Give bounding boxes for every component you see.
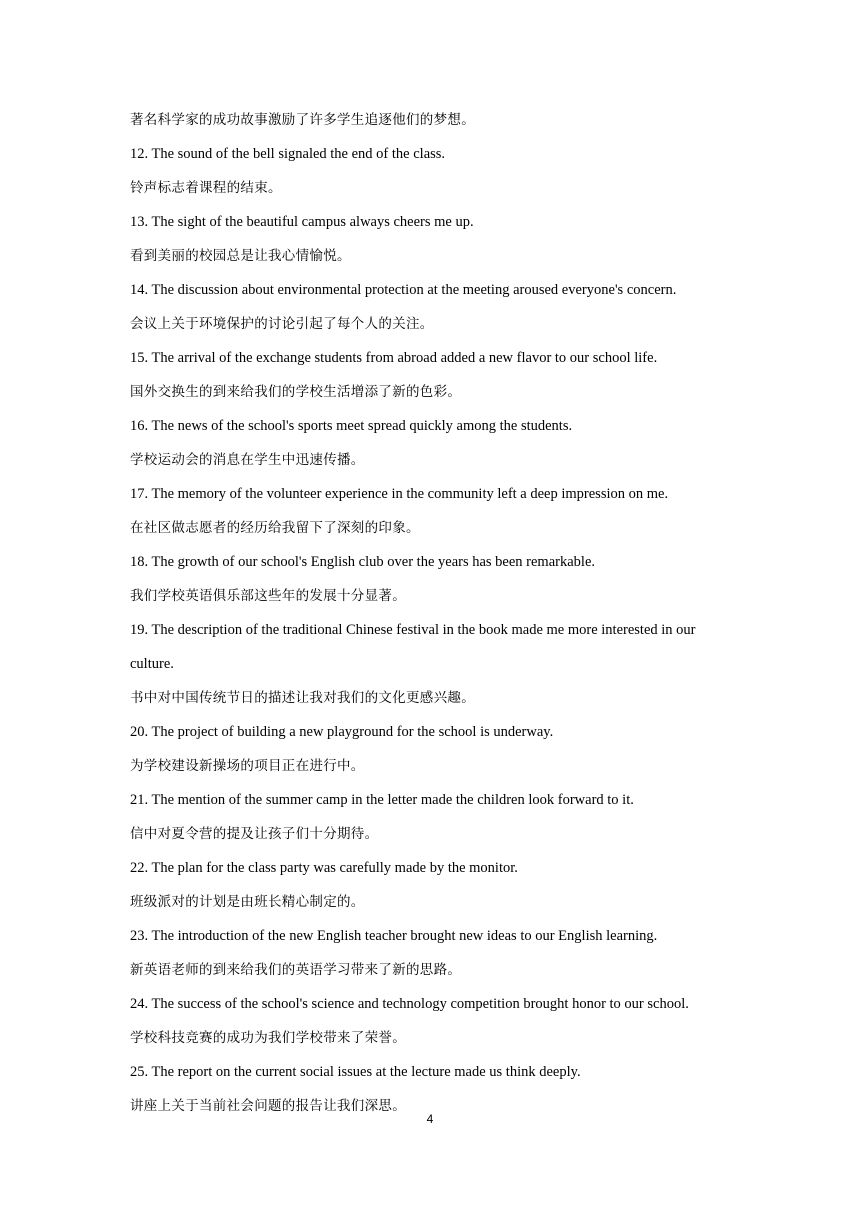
document-body (130, 103, 740, 1123)
translation-line: 看到美丽的校园总是让我心情愉悦。 (130, 248, 351, 264)
sentence-line: 14. The discussion about environmental protection at the meeting aroused everyone's concern. (130, 282, 677, 298)
sentence-line: 21. The mention of the summer camp in the letter made the children look forward to it. (130, 792, 634, 808)
sentence-line: 23. The introduction of the new English teacher brought new ideas to our English learning. (130, 928, 658, 944)
sentence-line: 25. The report on the current social issues at the lecture made us think deeply. (130, 1064, 581, 1080)
sentence-line: 22. The plan for the class party was carefully made by the monitor. (130, 860, 518, 876)
translation-line: 班级派对的计划是由班长精心制定的。 (130, 894, 365, 910)
translation-line: 讲座上关于当前社会问题的报告让我们深思。 (130, 1098, 406, 1114)
translation-line: 为学校建设新操场的项目正在进行中。 (130, 758, 365, 774)
translation-line: 著名科学家的成功故事激励了许多学生追逐他们的梦想。 (130, 112, 475, 128)
translation-line: 学校运动会的消息在学生中迅速传播。 (130, 452, 365, 468)
sentence-line: 15. The arrival of the exchange students from abroad added a new flavor to our school life. (130, 350, 658, 366)
page-number: 4 (426, 1112, 434, 1126)
sentence-line-continuation: culture. (130, 656, 174, 672)
sentence-line: 17. The memory of the volunteer experience in the community left a deep impression on me. (130, 486, 669, 502)
translation-line: 信中对夏令营的提及让孩子们十分期待。 (130, 826, 379, 842)
sentence-line: 12. The sound of the bell signaled the end of the class. (130, 146, 446, 162)
sentence-line: 18. The growth of our school's English club over the years has been remarkable. (130, 554, 596, 570)
sentence-line: 20. The project of building a new playground for the school is underway. (130, 724, 554, 740)
translation-line: 新英语老师的到来给我们的英语学习带来了新的思路。 (130, 962, 462, 978)
translation-line: 我们学校英语俱乐部这些年的发展十分显著。 (130, 588, 406, 604)
sentence-line: 19. The description of the traditional Chinese festival in the book made me more interested in our (130, 622, 696, 638)
translation-line: 国外交换生的到来给我们的学校生活增添了新的色彩。 (130, 384, 462, 400)
translation-line: 书中对中国传统节日的描述让我对我们的文化更感兴趣。 (130, 690, 475, 706)
translation-line: 铃声标志着课程的结束。 (130, 180, 282, 196)
translation-line: 会议上关于环境保护的讨论引起了每个人的关注。 (130, 316, 434, 332)
translation-line: 学校科技竞赛的成功为我们学校带来了荣誉。 (130, 1030, 406, 1046)
sentence-line: 13. The sight of the beautiful campus always cheers me up. (130, 214, 474, 230)
translation-line: 在社区做志愿者的经历给我留下了深刻的印象。 (130, 520, 420, 536)
sentence-line: 16. The news of the school's sports meet spread quickly among the students. (130, 418, 573, 434)
sentence-line: 24. The success of the school's science and technology competition brought honor to our school. (130, 996, 689, 1012)
